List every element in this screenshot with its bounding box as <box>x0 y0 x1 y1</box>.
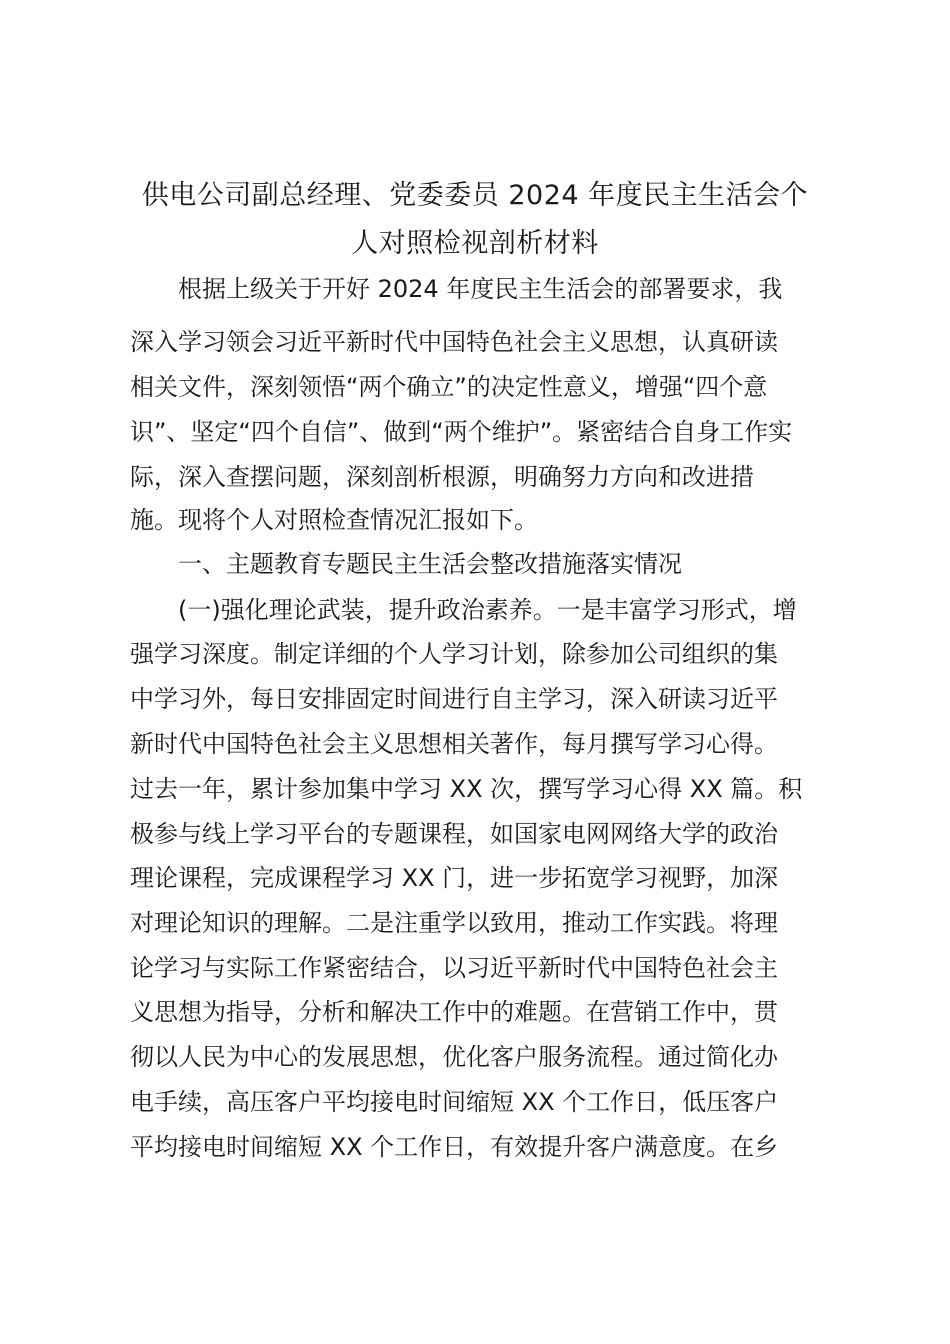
body-line: 对理论知识的理解。二是注重学以致用，推动工作实践。将理 <box>130 909 778 937</box>
body-line: 理论课程，完成课程学习 XX 门，进一步拓宽学习视野，加深 <box>130 864 779 892</box>
body-line: 识”、坚定“四个自信”、做到“两个维护”。紧密结合自身工作实 <box>130 418 793 446</box>
body-line: 彻以人民为中心的发展思想，优化客户服务流程。通过简化办 <box>130 1043 778 1071</box>
body-line: 过去一年，累计参加集中学习 XX 次，撰写学习心得 XX 篇。积 <box>130 775 803 803</box>
body-line: 根据上级关于开好 2024 年度民主生活会的部署要求，我 <box>130 275 783 303</box>
body-line: 新时代中国特色社会主义思想相关著作，每月撰写学习心得。 <box>130 730 778 758</box>
body-line: 中学习外，每日安排固定时间进行自主学习，深入研读习近平 <box>130 685 778 713</box>
body-line: 施。现将个人对照检查情况汇报如下。 <box>130 506 538 534</box>
body-line: 极参与线上学习平台的专题课程，如国家电网网络大学的政治 <box>130 820 778 848</box>
body-line: 论学习与实际工作紧密结合，以习近平新时代中国特色社会主 <box>130 954 778 982</box>
body-line: 义思想为指导，分析和解决工作中的难题。在营销工作中，贯 <box>130 998 778 1026</box>
body-line: 平均接电时间缩短 XX 个工作日，有效提升客户满意度。在乡 <box>130 1133 779 1161</box>
section-heading: 一、主题教育专题民主生活会整改措施落实情况 <box>130 550 682 578</box>
body-line: 际，深入查摆问题，深刻剖析根源，明确努力方向和改进措 <box>130 463 754 491</box>
body-line: 深入学习领会习近平新时代中国特色社会主义思想，认真研读 <box>130 328 778 356</box>
body-line: 相关文件，深刻领悟“两个确立”的决定性意义，增强“四个意 <box>130 373 768 401</box>
document-title <box>120 172 830 268</box>
title-line-2: 人对照检视剖析材料 <box>351 228 599 259</box>
body-line: 强学习深度。制定详细的个人学习计划，除参加公司组织的集 <box>130 640 778 668</box>
body-line: (一)强化理论武装，提升政治素养。一是丰富学习形式，增 <box>130 596 797 624</box>
title-line-1: 供电公司副总经理、党委委员 2024 年度民主生活会个 <box>141 180 809 211</box>
body-line: 电手续，高压客户平均接电时间缩短 XX 个工作日，低压客户 <box>130 1088 779 1116</box>
